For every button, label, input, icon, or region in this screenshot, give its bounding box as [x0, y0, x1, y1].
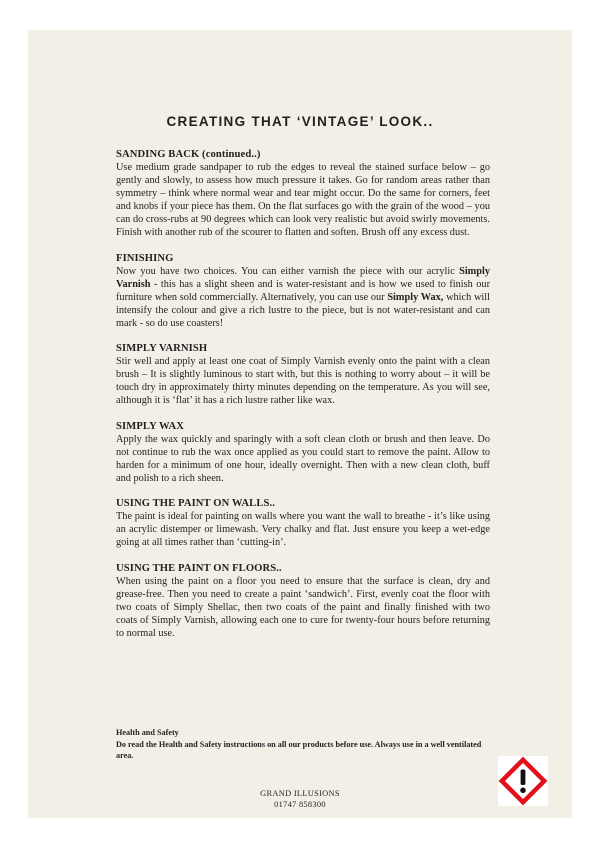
product-name-varnish: Simply Varnish: [116, 265, 490, 290]
section-paint-on-walls: [116, 497, 490, 549]
document-page: [28, 30, 572, 818]
company-phone: 01747 858300: [274, 800, 326, 809]
section-heading: SIMPLY WAX: [116, 420, 185, 432]
text-run: Now you have two choices. You can either varnish the piece with our acrylic: [116, 265, 460, 277]
section-heading: FINISHING: [116, 252, 174, 264]
section-text: The paint is ideal for painting on walls where you want the wall to breathe - it’s like using an acrylic distemper or limewash. Very chalky and flat. Just ensure you keep a wet-edge going at all times rather than ‘cutting-in’.: [116, 511, 490, 548]
section-sanding-back: [116, 148, 490, 239]
section-heading: SANDING BACK (continued..): [116, 149, 261, 160]
health-safety-title: Health and Safety: [116, 728, 179, 737]
content-body: [116, 148, 490, 652]
company-name: GRAND ILLUSIONS: [260, 789, 340, 798]
section-text: Use medium grade sandpaper to rub the edges to reveal the stained surface below – go gently and slowly, to assess how much pressure it takes. Go for random areas rather than symmetry – think where normal wear and tear might occur. Do the same for corners, feet and knobs if your piece has them. On the flat surfaces go with the grain of the wood – you can do cross-rubs at 90 degrees which can look very realistic but avoid swirly movements. Finish with another rub of the scourer to flatten and soften. Brush off any excess dust.: [116, 162, 490, 238]
section-text: When using the paint on a floor you need to ensure that the surface is clean, dry and grease-free. Then you need to create a paint ‘sandwich’. First, evenly coat the floor with two coats of Simply Shellac, then two coats of the paint and finally finished with two coats of Simply Varnish, allowing each one to cure for twenty-four hours before returning to normal use.: [116, 575, 490, 639]
health-and-safety: [116, 727, 496, 762]
section-simply-wax: [116, 420, 490, 485]
text-run: which will intensify the colour and give a rich lustre to the piece, but is not water-resistant and can mark - so do use coasters!: [116, 291, 490, 329]
section-heading: USING THE PAINT ON WALLS..: [116, 498, 276, 509]
section-simply-varnish: [116, 342, 490, 407]
page-title: CREATING THAT ‘VINTAGE’ LOOK..: [166, 114, 434, 129]
text-run: - this has a slight sheen and is water-resistant and is how we used to finish our furniture when sold commercially. Alternatively, you can use our: [116, 278, 490, 303]
section-text: [116, 265, 490, 330]
section-heading: SIMPLY VARNISH: [116, 343, 208, 354]
health-safety-text: Do read the Health and Safety instructions on all our products before use. Always use in a well ventilated area.: [116, 739, 482, 760]
section-heading: USING THE PAINT ON FLOORS..: [116, 562, 282, 574]
section-text: Apply the wax quickly and sparingly with a soft clean cloth or brush and then leave. Do not continue to rub the wax once applied as you could start to remove the paint. Allow to harden for a minimum of one hour, ideally overnight. Then with a new clean cloth, buff and polish to a rich sheen.: [116, 433, 490, 484]
product-name-wax: Simply Wax,: [387, 291, 444, 303]
footer: [28, 788, 572, 810]
section-text: Stir well and apply at least one coat of Simply Varnish evenly onto the paint with a clean brush – It is slightly luminous to start with, but this is nothing to worry about – it will be touch dry in approximately thirty minutes depending on the temperature. As you will see, although it is ‘flat’ it has a rich lustre rather like wax.: [116, 356, 490, 406]
section-finishing: [116, 252, 490, 330]
section-paint-on-floors: [116, 562, 490, 640]
